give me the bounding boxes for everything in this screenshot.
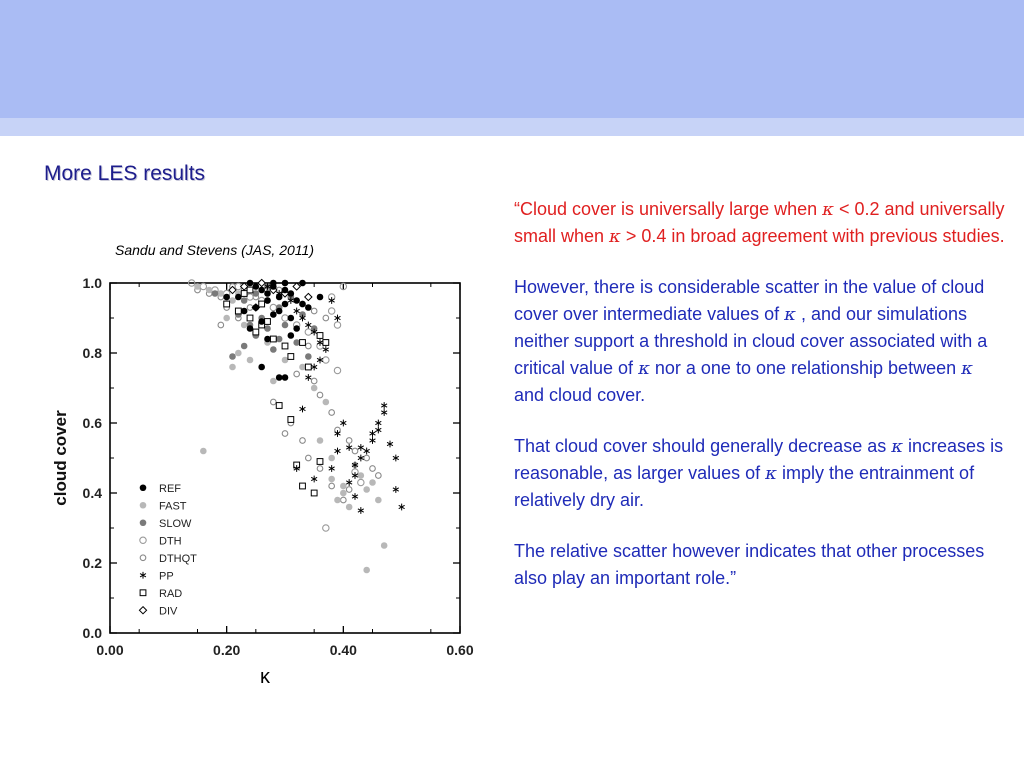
legend-label: REF	[159, 482, 181, 495]
data-point-dth	[247, 294, 253, 300]
data-point-ref	[223, 294, 230, 301]
kappa-symbol: κ	[609, 226, 621, 247]
text-run: < 0.2 and universally small when	[514, 199, 1005, 246]
data-point-dthqt	[346, 438, 352, 444]
data-point-ref	[264, 297, 271, 304]
data-point-dth	[323, 357, 329, 363]
data-point-ref	[282, 374, 289, 381]
data-point-dth	[358, 479, 364, 485]
data-point-dthqt	[352, 448, 358, 454]
text-run: and cloud cover.	[514, 385, 646, 405]
legend-label: DIV	[159, 605, 178, 618]
data-point-slow	[270, 346, 277, 353]
data-point-pp	[317, 339, 323, 346]
data-point-ref	[317, 294, 324, 301]
data-point-fast	[247, 357, 254, 364]
quote-block	[514, 196, 1006, 616]
data-point-dth	[305, 329, 311, 335]
legend-marker-fast	[140, 502, 147, 509]
legend-marker-pp	[140, 572, 146, 579]
legend-label: FAST	[159, 500, 187, 513]
data-point-rad	[259, 301, 265, 307]
data-point-dthqt	[364, 455, 370, 461]
data-point-dth	[282, 315, 288, 321]
data-point-fast	[241, 322, 248, 329]
data-point-rad	[276, 403, 282, 409]
data-point-pp	[323, 346, 329, 353]
data-point-pp	[393, 455, 399, 462]
data-point-pp	[311, 364, 317, 371]
data-point-pp	[358, 444, 364, 451]
data-point-ref	[258, 364, 265, 371]
quote-paragraph-3	[514, 433, 1006, 514]
data-point-fast	[358, 472, 365, 479]
data-point-ref	[264, 336, 271, 343]
data-point-fast	[340, 490, 347, 497]
data-point-fast	[223, 315, 230, 322]
data-point-slow	[282, 322, 289, 329]
data-point-fast	[375, 497, 382, 504]
data-point-dthqt	[294, 371, 300, 377]
data-point-dth	[328, 308, 334, 314]
data-point-ref	[241, 308, 248, 315]
data-point-ref	[247, 325, 254, 332]
data-point-pp	[340, 420, 346, 427]
data-point-div	[258, 279, 265, 286]
data-point-fast	[235, 350, 242, 357]
text-run: imply the entrainment of relatively dry air.	[514, 463, 975, 510]
data-point-ref	[293, 325, 300, 332]
y-tick-label: 1.0	[82, 275, 102, 291]
data-point-pp	[346, 479, 352, 486]
data-point-dthqt	[300, 438, 306, 444]
legend-marker-dth	[140, 537, 146, 543]
data-point-pp	[300, 406, 306, 413]
data-point-slow	[241, 297, 248, 304]
data-point-rad	[311, 490, 317, 496]
y-tick-label: 0.2	[82, 555, 102, 571]
data-point-ref	[299, 301, 306, 308]
data-point-fast	[200, 448, 207, 455]
data-point-fast	[323, 399, 330, 406]
data-point-rad	[253, 329, 259, 335]
data-point-pp	[305, 322, 311, 329]
data-point-pp	[375, 427, 381, 434]
data-point-rad	[317, 459, 323, 465]
data-point-dthqt	[323, 315, 329, 321]
data-point-pp	[399, 504, 405, 511]
data-point-pp	[358, 507, 364, 514]
quote-paragraph-1	[514, 196, 1006, 250]
data-point-dthqt	[341, 497, 347, 503]
data-point-rad	[300, 340, 306, 346]
quote-paragraph-4	[514, 538, 1006, 592]
data-point-pp	[387, 441, 393, 448]
data-point-ref	[282, 287, 289, 294]
legend-marker-dthqt	[140, 555, 146, 561]
data-points	[188, 279, 404, 573]
data-point-dthqt	[306, 455, 312, 461]
data-point-pp	[335, 448, 341, 455]
data-point-rad	[241, 291, 247, 297]
data-point-ref	[276, 308, 283, 315]
data-point-ref	[264, 290, 271, 297]
data-point-ref	[276, 374, 283, 381]
data-point-pp	[352, 472, 358, 479]
data-point-dthqt	[311, 308, 317, 314]
data-point-rad	[305, 364, 311, 370]
data-point-fast	[206, 287, 213, 294]
data-point-fast	[334, 497, 341, 504]
data-point-dth	[270, 304, 276, 310]
data-point-ref	[299, 280, 306, 287]
data-point-pp	[335, 315, 341, 322]
data-point-rad	[247, 287, 253, 293]
plot-area	[51, 275, 474, 688]
text-run: increases is reasonable, as larger values of	[514, 436, 1004, 483]
legend-label: SLOW	[159, 517, 192, 530]
data-point-ref	[305, 304, 312, 311]
data-point-fast	[328, 455, 335, 462]
data-point-slow	[241, 343, 248, 350]
data-point-ref	[282, 280, 289, 287]
data-point-fast	[340, 483, 347, 490]
data-point-slow	[305, 353, 312, 360]
kappa-symbol: κ	[784, 304, 796, 325]
data-point-dth	[200, 283, 206, 289]
text-run: However, there is considerable scatter in the value of cloud cover over intermediate values of	[514, 277, 985, 324]
data-point-slow	[276, 336, 283, 343]
data-point-div	[293, 283, 300, 290]
data-point-fast	[299, 364, 306, 371]
data-point-dthqt	[306, 343, 312, 349]
legend-label: DTHQT	[159, 552, 197, 565]
y-tick-label: 0.4	[82, 485, 102, 501]
data-point-dthqt	[329, 483, 335, 489]
header-subband	[0, 118, 1024, 136]
slide-title: More LES results	[44, 162, 206, 185]
text-run: nor a one to one relationship between	[649, 358, 962, 378]
data-point-ref	[253, 304, 260, 311]
data-point-slow	[293, 339, 300, 346]
data-point-ref	[253, 283, 260, 290]
data-point-slow	[253, 290, 260, 297]
data-point-slow	[212, 290, 219, 297]
data-point-pp	[381, 402, 387, 409]
data-point-dthqt	[329, 410, 335, 416]
data-point-dth	[334, 367, 340, 373]
data-point-ref	[258, 318, 265, 325]
data-point-pp	[364, 448, 370, 455]
data-point-rad	[235, 308, 241, 314]
legend-label: PP	[159, 570, 174, 583]
data-point-fast	[282, 357, 289, 364]
kappa-symbol: κ	[765, 463, 777, 484]
data-point-ref	[258, 287, 265, 294]
data-point-dthqt	[282, 431, 288, 437]
legend-label: DTH	[159, 535, 182, 548]
data-point-ref	[282, 301, 289, 308]
data-point-pp	[370, 437, 376, 444]
text-run: That cloud cover should generally decrease as	[514, 436, 892, 456]
data-point-ref	[270, 280, 277, 287]
data-point-fast	[311, 385, 318, 392]
legend-label: RAD	[159, 587, 183, 600]
legend-marker-slow	[140, 519, 147, 526]
data-point-div	[305, 293, 312, 300]
data-point-pp	[352, 493, 358, 500]
data-point-dthqt	[317, 466, 323, 472]
data-point-rad	[270, 336, 276, 342]
data-point-dthqt	[271, 399, 277, 405]
x-tick-label: 0.00	[96, 642, 124, 658]
figure-citation: Sandu and Stevens (JAS, 2011)	[115, 242, 314, 258]
data-point-pp	[329, 465, 335, 472]
text-run: > 0.4 in broad agreement with previous studies.	[620, 226, 1005, 246]
data-point-rad	[282, 343, 288, 349]
data-point-pp	[305, 374, 311, 381]
header-band	[0, 0, 1024, 118]
text-run: The relative scatter however indicates that other processes also play an important role.”	[514, 541, 985, 588]
kappa-symbol: κ	[638, 358, 650, 379]
data-point-pp	[311, 476, 317, 483]
data-point-rad	[288, 354, 294, 360]
data-point-fast	[363, 567, 370, 574]
data-point-ref	[288, 290, 295, 297]
y-tick-label: 0.6	[82, 415, 102, 431]
data-point-pp	[381, 409, 387, 416]
data-point-dth	[334, 322, 340, 328]
text-run: , and our simulations neither support a threshold in cloud cover associated with a critical value of	[514, 304, 988, 378]
data-point-pp	[317, 357, 323, 364]
data-point-fast	[229, 364, 236, 371]
data-point-pp	[358, 455, 364, 462]
kappa-symbol: κ	[891, 436, 904, 457]
data-point-ref	[247, 280, 254, 287]
data-point-fast	[369, 479, 376, 486]
x-axis-label: κ	[260, 666, 270, 688]
legend-marker-div	[139, 607, 146, 614]
data-point-pp	[346, 444, 352, 451]
quote-paragraph-2	[514, 274, 1006, 409]
legend-marker-ref	[140, 484, 147, 491]
legend	[139, 483, 197, 618]
data-point-dthqt	[346, 487, 352, 493]
data-point-rad	[317, 333, 323, 339]
data-point-fast	[270, 378, 277, 385]
data-point-rad	[300, 483, 306, 489]
x-tick-label: 0.40	[329, 642, 357, 658]
y-axis-label: cloud cover	[51, 410, 70, 506]
data-point-ref	[270, 311, 277, 318]
data-point-dthqt	[376, 473, 382, 479]
data-point-ref	[288, 332, 295, 339]
kappa-symbol: κ	[822, 199, 834, 220]
kappa-symbol: κ	[961, 358, 973, 379]
data-point-fast	[218, 290, 225, 297]
data-point-ref	[288, 315, 295, 322]
data-point-ref	[235, 294, 242, 301]
data-point-slow	[229, 353, 236, 360]
x-tick-label: 0.20	[213, 642, 241, 658]
data-point-pp	[370, 430, 376, 437]
data-point-slow	[264, 325, 271, 332]
y-tick-label: 0.0	[82, 625, 102, 641]
data-point-rad	[323, 340, 329, 346]
data-point-pp	[375, 420, 381, 427]
data-point-pp	[294, 308, 300, 315]
data-point-dthqt	[311, 378, 317, 384]
scatter-chart	[40, 265, 480, 695]
data-point-fast	[363, 486, 370, 493]
data-point-ref	[276, 294, 283, 301]
x-tick-label: 0.60	[446, 642, 474, 658]
data-point-pp	[329, 297, 335, 304]
y-tick-label: 0.8	[82, 345, 102, 361]
text-run: “Cloud cover is universally large when	[514, 199, 823, 219]
data-point-fast	[317, 437, 324, 444]
data-point-dth	[323, 525, 329, 531]
data-point-rad	[247, 315, 253, 321]
data-point-dthqt	[370, 466, 376, 472]
data-point-fast	[194, 283, 201, 290]
data-point-fast	[229, 297, 236, 304]
data-point-dthqt	[317, 392, 323, 398]
data-point-rad	[288, 417, 294, 423]
data-point-dthqt	[218, 322, 224, 328]
data-point-ref	[293, 297, 300, 304]
data-point-rad	[224, 301, 230, 307]
data-point-fast	[346, 504, 353, 511]
data-point-fast	[328, 476, 335, 483]
legend-marker-rad	[140, 590, 146, 596]
data-point-pp	[393, 486, 399, 493]
data-point-fast	[381, 542, 388, 549]
data-point-rad	[265, 319, 271, 325]
